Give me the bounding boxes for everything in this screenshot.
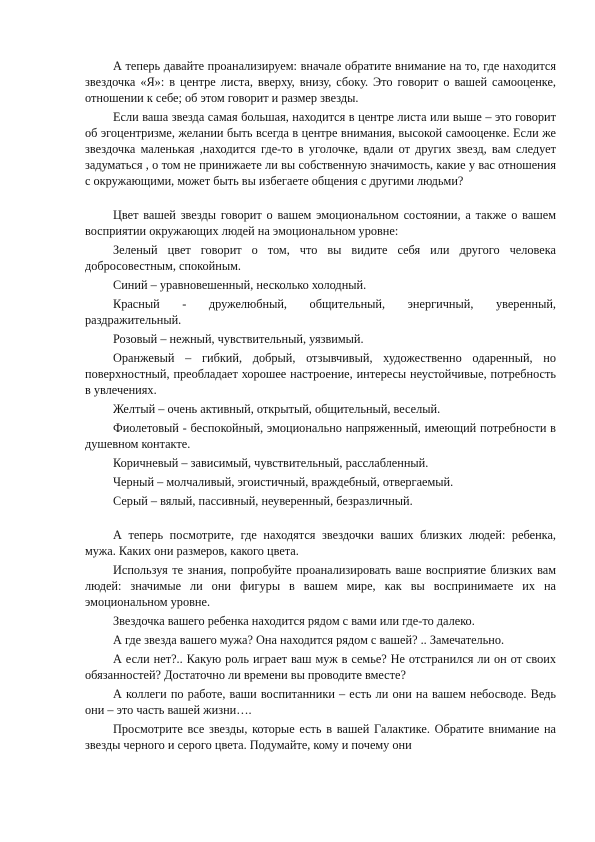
color-item-red: Красный - дружелюбный, общительный, энергичный, уверенный, раздражительный. bbox=[85, 297, 556, 327]
color-item-brown: Коричневый – зависимый, чувствительный, расслабленный. bbox=[113, 456, 429, 470]
document-body bbox=[85, 58, 556, 753]
color-item-violet: Фиолетовый - беспокойный, эмоционально напряженный, имеющий потребности в душевном контакте. bbox=[85, 421, 556, 451]
color-item-green: Зеленый цвет говорит о том, что вы видите себя или другого человека добросовестным, спокойным. bbox=[85, 243, 556, 273]
paragraph-child-star: Звездочка вашего ребенка находится рядом с вами или где-то далеко. bbox=[113, 614, 475, 628]
paragraph-star-color-intro: Цвет вашей звезды говорит о вашем эмоциональном состоянии, а также о вашем восприятии окружающих людей на эмоциональном уровне: bbox=[85, 208, 556, 238]
color-item-yellow: Желтый – очень активный, открытый, общительный, веселый. bbox=[113, 402, 441, 416]
paragraph-analyze-perception: Используя те знания, попробуйте проанализировать ваше восприятие близких вам людей: значимые ли они фигуры в вашем мире, как вы воспринимаете их на эмоциональном уровне. bbox=[85, 563, 556, 609]
color-item-pink: Розовый – нежный, чувствительный, уязвимый. bbox=[113, 332, 364, 346]
color-item-black: Черный – молчаливый, эгоистичный, враждебный, отвергаемый. bbox=[113, 475, 454, 489]
paragraph-close-people: А теперь посмотрите, где находятся звездочки ваших близких людей: ребенка, мужа. Каких они размеров, какого цвета. bbox=[85, 528, 556, 558]
color-item-gray: Серый – вялый, пассивный, неуверенный, безразличный. bbox=[113, 494, 413, 508]
color-item-blue: Синий – уравновешенный, несколько холодный. bbox=[113, 278, 367, 292]
paragraph-star-size: Если ваша звезда самая большая, находится в центре листа или выше – это говорит об эгоцентризме, желании быть всегда в центре внимания, высокой самооценке. Если же звездочка маленькая ,находится где-то в уголочке, вдали от других звезд, вам следует задуматься , о том не принижаете ли вы собственную значимость, какие у вас отношения с окружающими, может быть вы избегаете общения с другими людьми? bbox=[85, 110, 556, 188]
paragraph-self-esteem: А теперь давайте проанализируем: вначале обратите внимание на то, где находится звездочка «Я»: в центре листа, вверху, внизу, сбоку. Это говорит о вашей самооценке, отношении к себе; об этом говорит и размер звезды. bbox=[85, 59, 556, 105]
paragraph-husband-star: А где звезда вашего мужа? Она находится рядом с вашей? .. Замечательно. bbox=[113, 633, 505, 647]
color-item-orange: Оранжевый – гибкий, добрый, отзывчивый, художественно одаренный, но поверхностный, преобладает хорошее настроение, интересы неустойчивые, потребность в увлечениях. bbox=[85, 351, 556, 397]
paragraph-galaxy: Просмотрите все звезды, которые есть в вашей Галактике. Обратите внимание на звезды черного и серого цвета. Подумайте, кому и почему они bbox=[85, 722, 556, 752]
paragraph-colleagues: А коллеги по работе, ваши воспитанники – есть ли они на вашем небосводе. Ведь они – это часть вашей жизни…. bbox=[85, 687, 556, 717]
paragraph-husband-role: А если нет?.. Какую роль играет ваш муж в семье? Не отстранился ли он от своих обязанностей? Достаточно ли времени вы проводите вместе? bbox=[85, 652, 556, 682]
